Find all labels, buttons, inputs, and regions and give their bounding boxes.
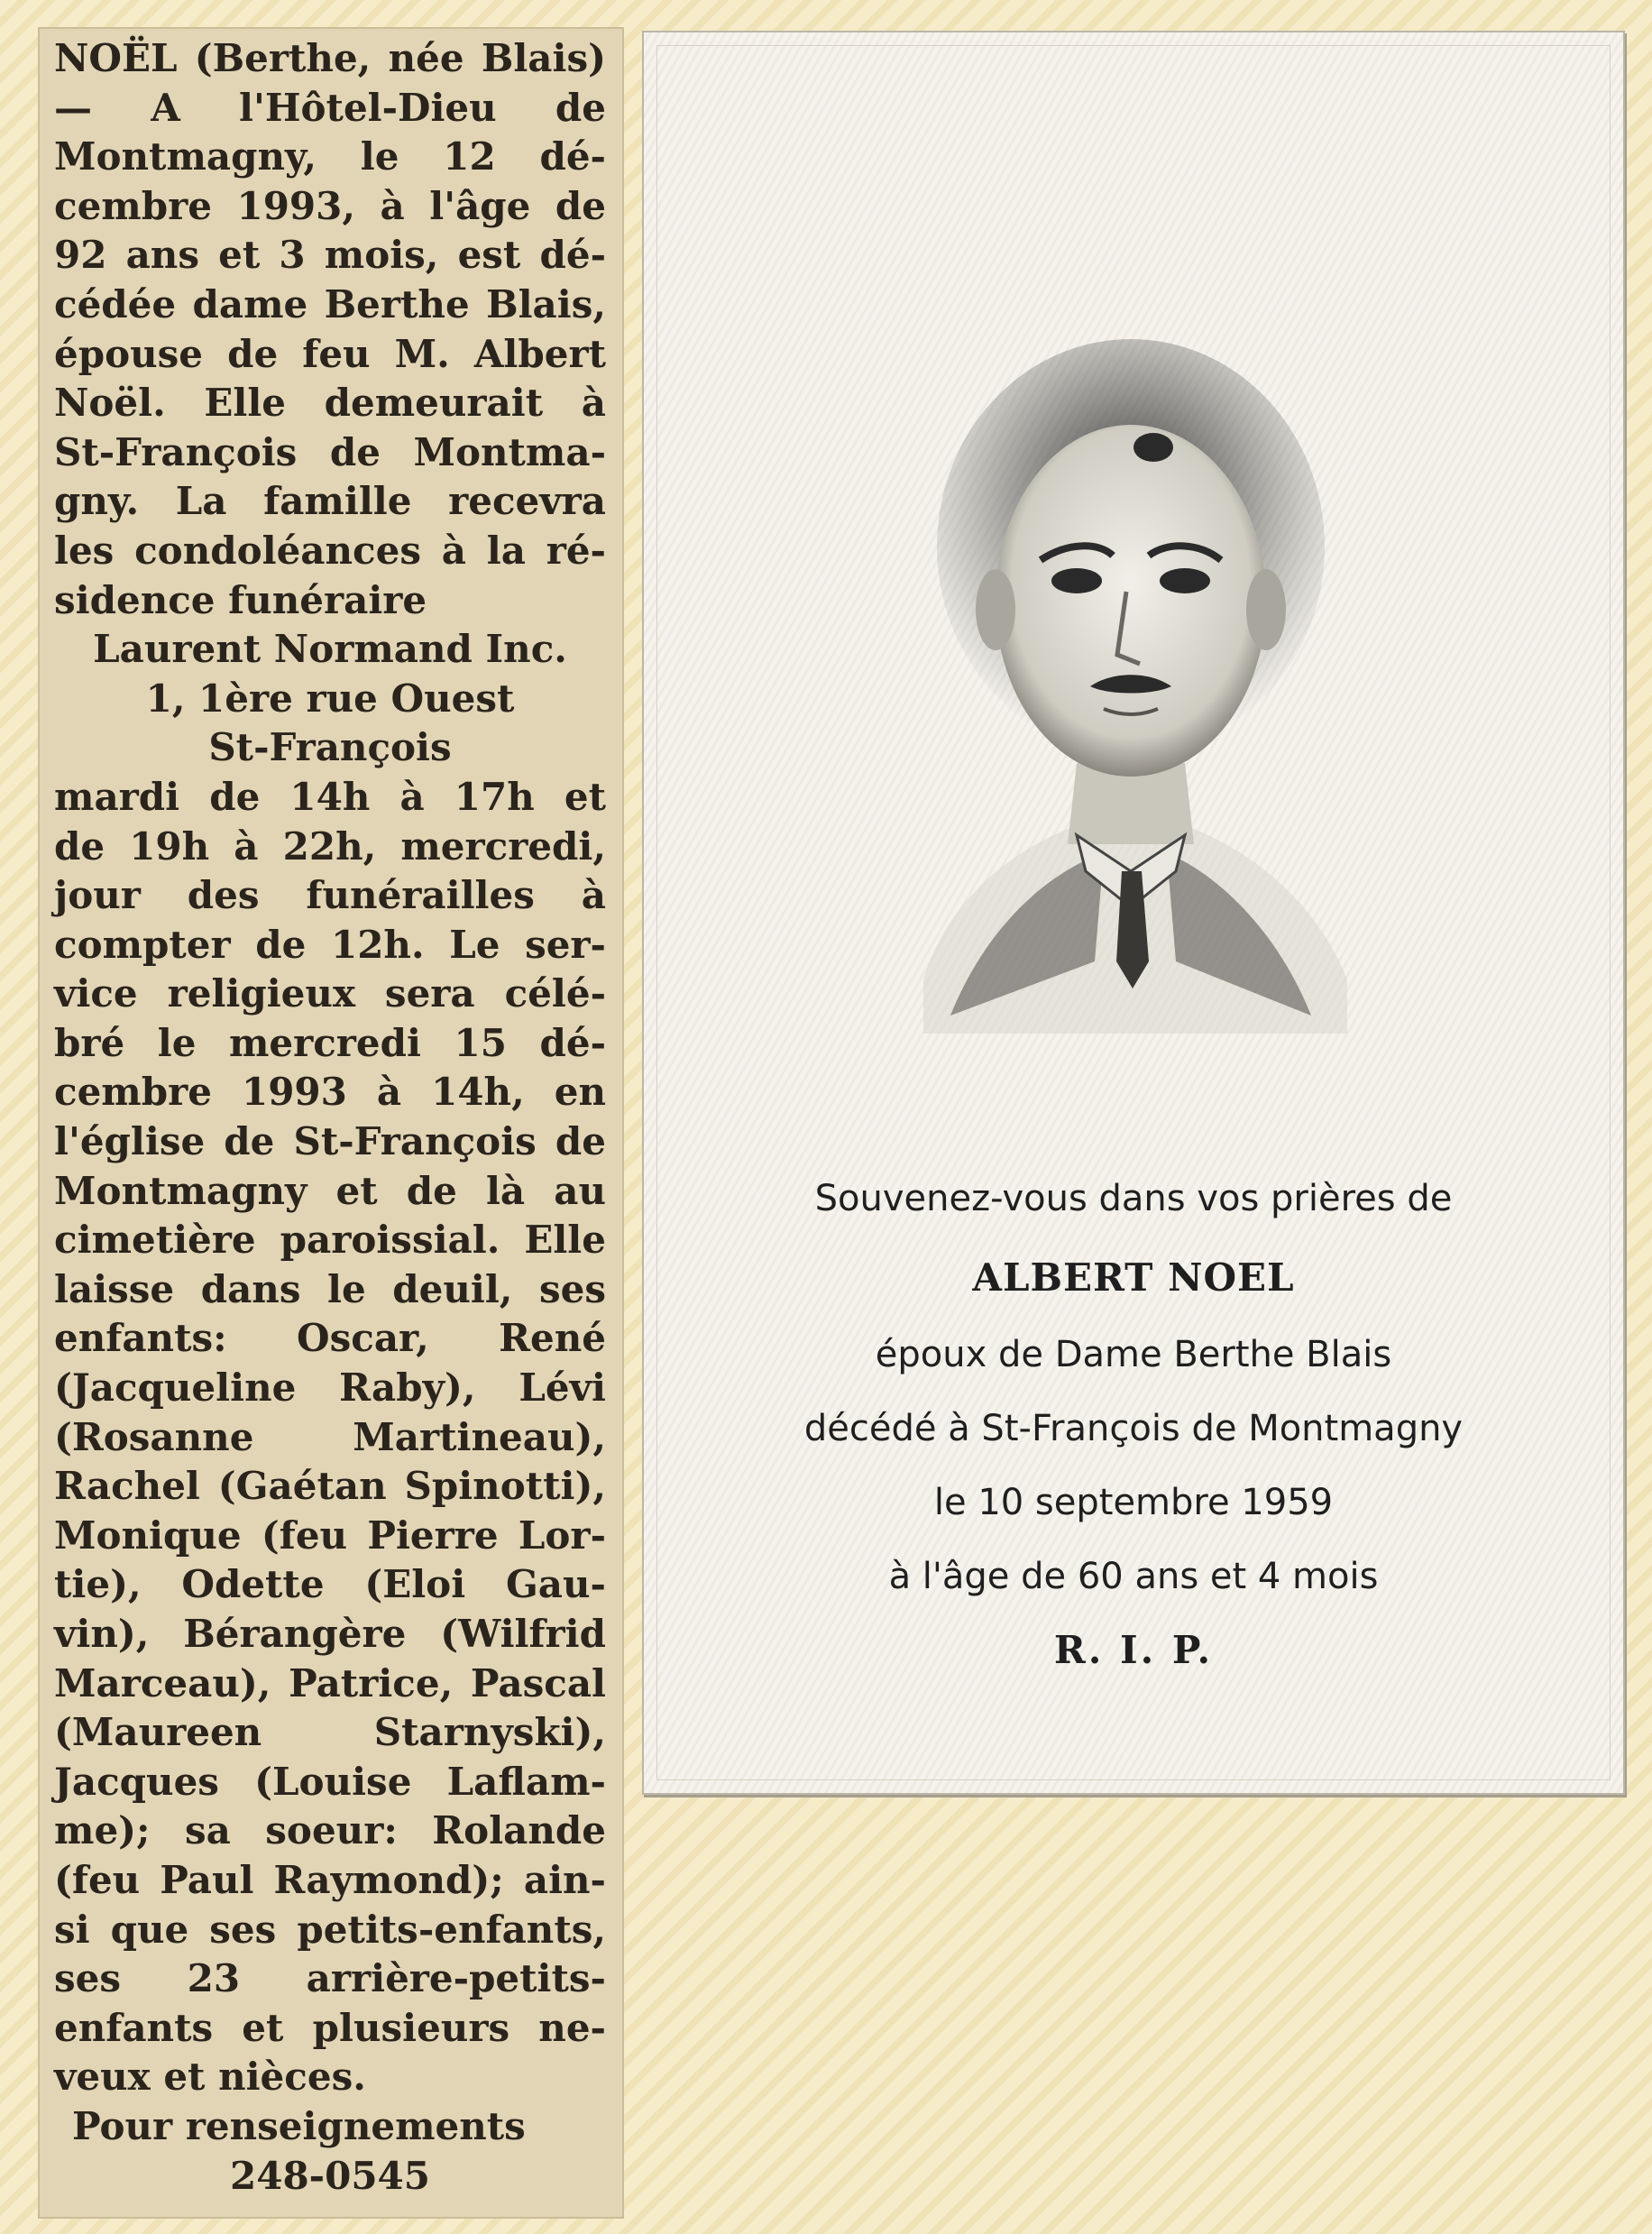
obituary-line: enfants: Oscar, René — [54, 1316, 606, 1361]
obituary-line: de 19h à 22h, mercredi, — [54, 823, 606, 869]
obituary-text — [54, 34, 606, 2201]
hair-spot — [1133, 433, 1173, 462]
obituary-line: NOËL (Berthe, née Blais) — [54, 36, 606, 80]
obituary-line: mardi de 14h à 17h et — [54, 774, 606, 819]
eye-left — [1051, 568, 1102, 593]
obituary-line: cédée dame Berthe Blais, — [54, 281, 606, 326]
card-intro: Souvenez-vous dans vos prières de — [814, 1178, 1453, 1219]
obituary-line: veux et nièces. — [54, 2055, 366, 2100]
card-place: décédé à St-François de Montmagny — [803, 1408, 1464, 1449]
obituary-line: les condoléances à la ré- — [54, 528, 606, 573]
card-spouse: époux de Dame Berthe Blais — [875, 1334, 1392, 1375]
funeral-home-name: Laurent Normand Inc. — [93, 627, 567, 672]
obituary-line: épouse de feu M. Albert — [54, 331, 606, 376]
obituary-line: jour des funérailles à — [54, 873, 606, 918]
obituary-line: St-François de Montma- — [54, 429, 606, 474]
obituary-line: si que ses petits-enfants, — [54, 1907, 606, 1952]
memorial-card — [642, 31, 1625, 1795]
card-name: ALBERT NOEL — [972, 1255, 1295, 1300]
obituary-line: vice religieux sera célé- — [54, 971, 606, 1016]
card-text — [644, 1178, 1623, 1672]
obituary-line: (Rosanne Martineau), — [54, 1414, 606, 1459]
eye-right — [1160, 568, 1210, 593]
obituary-line: compter de 12h. Le ser- — [54, 922, 606, 967]
phone-number: 248-0545 — [230, 2153, 430, 2198]
obituary-line: Montmagny, le 12 dé- — [54, 134, 606, 179]
obituary-line: Jacques (Louise Laflam- — [54, 1759, 606, 1804]
obituary-line: (Maureen Starnyski), — [54, 1710, 606, 1755]
funeral-home-town: St-François — [208, 725, 452, 770]
obituary-line: enfants et plusieurs ne- — [54, 2005, 606, 2050]
card-age: à l'âge de 60 ans et 4 mois — [888, 1556, 1379, 1597]
obituary-line: l'église de St-François de — [54, 1119, 606, 1164]
obituary-line: Montmagny et de là au — [54, 1168, 606, 1213]
obituary-line: sidence funéraire — [54, 577, 427, 622]
funeral-home-address: 1, 1ère rue Ouest — [145, 676, 515, 721]
obituary-clipping — [38, 27, 624, 2219]
obituary-line: laisse dans le deuil, ses — [54, 1266, 606, 1311]
portrait-photo — [896, 330, 1365, 1034]
obituary-line: cimetière paroissial. Elle — [54, 1218, 606, 1263]
card-date: le 10 septembre 1959 — [933, 1482, 1334, 1523]
obituary-line: (feu Paul Raymond); ain- — [54, 1857, 606, 1902]
obituary-line: Noël. Elle demeurait à — [54, 381, 606, 426]
obituary-line: 92 ans et 3 mois, est dé- — [54, 233, 606, 278]
face — [996, 425, 1266, 777]
obituary-line: ses 23 arrière-petits- — [54, 1956, 606, 2001]
obituary-line: Rachel (Gaétan Spinotti), — [54, 1464, 606, 1509]
obituary-line: vin), Bérangère (Wilfrid — [54, 1612, 606, 1656]
ear-left — [976, 569, 1015, 650]
info-label: Pour renseignements — [72, 2103, 526, 2148]
obituary-line: tie), Odette (Eloi Gau- — [54, 1562, 606, 1607]
obituary-line: me); sa soeur: Rolande — [54, 1808, 606, 1853]
obituary-line: cembre 1993 à 14h, en — [54, 1070, 606, 1115]
obituary-line: Monique (feu Pierre Lor- — [54, 1512, 606, 1558]
obituary-line: cembre 1993, à l'âge de — [54, 183, 606, 228]
card-rip: R. I. P. — [1053, 1628, 1214, 1672]
obituary-line: Marceau), Patrice, Pascal — [54, 1660, 606, 1705]
obituary-line: bré le mercredi 15 dé- — [54, 1020, 606, 1065]
obituary-line: gny. La famille recevra — [54, 479, 606, 524]
obituary-line: — A l'Hôtel-Dieu de — [54, 85, 606, 130]
ear-right — [1246, 569, 1286, 650]
obituary-line: (Jacqueline Raby), Lévi — [54, 1365, 606, 1411]
